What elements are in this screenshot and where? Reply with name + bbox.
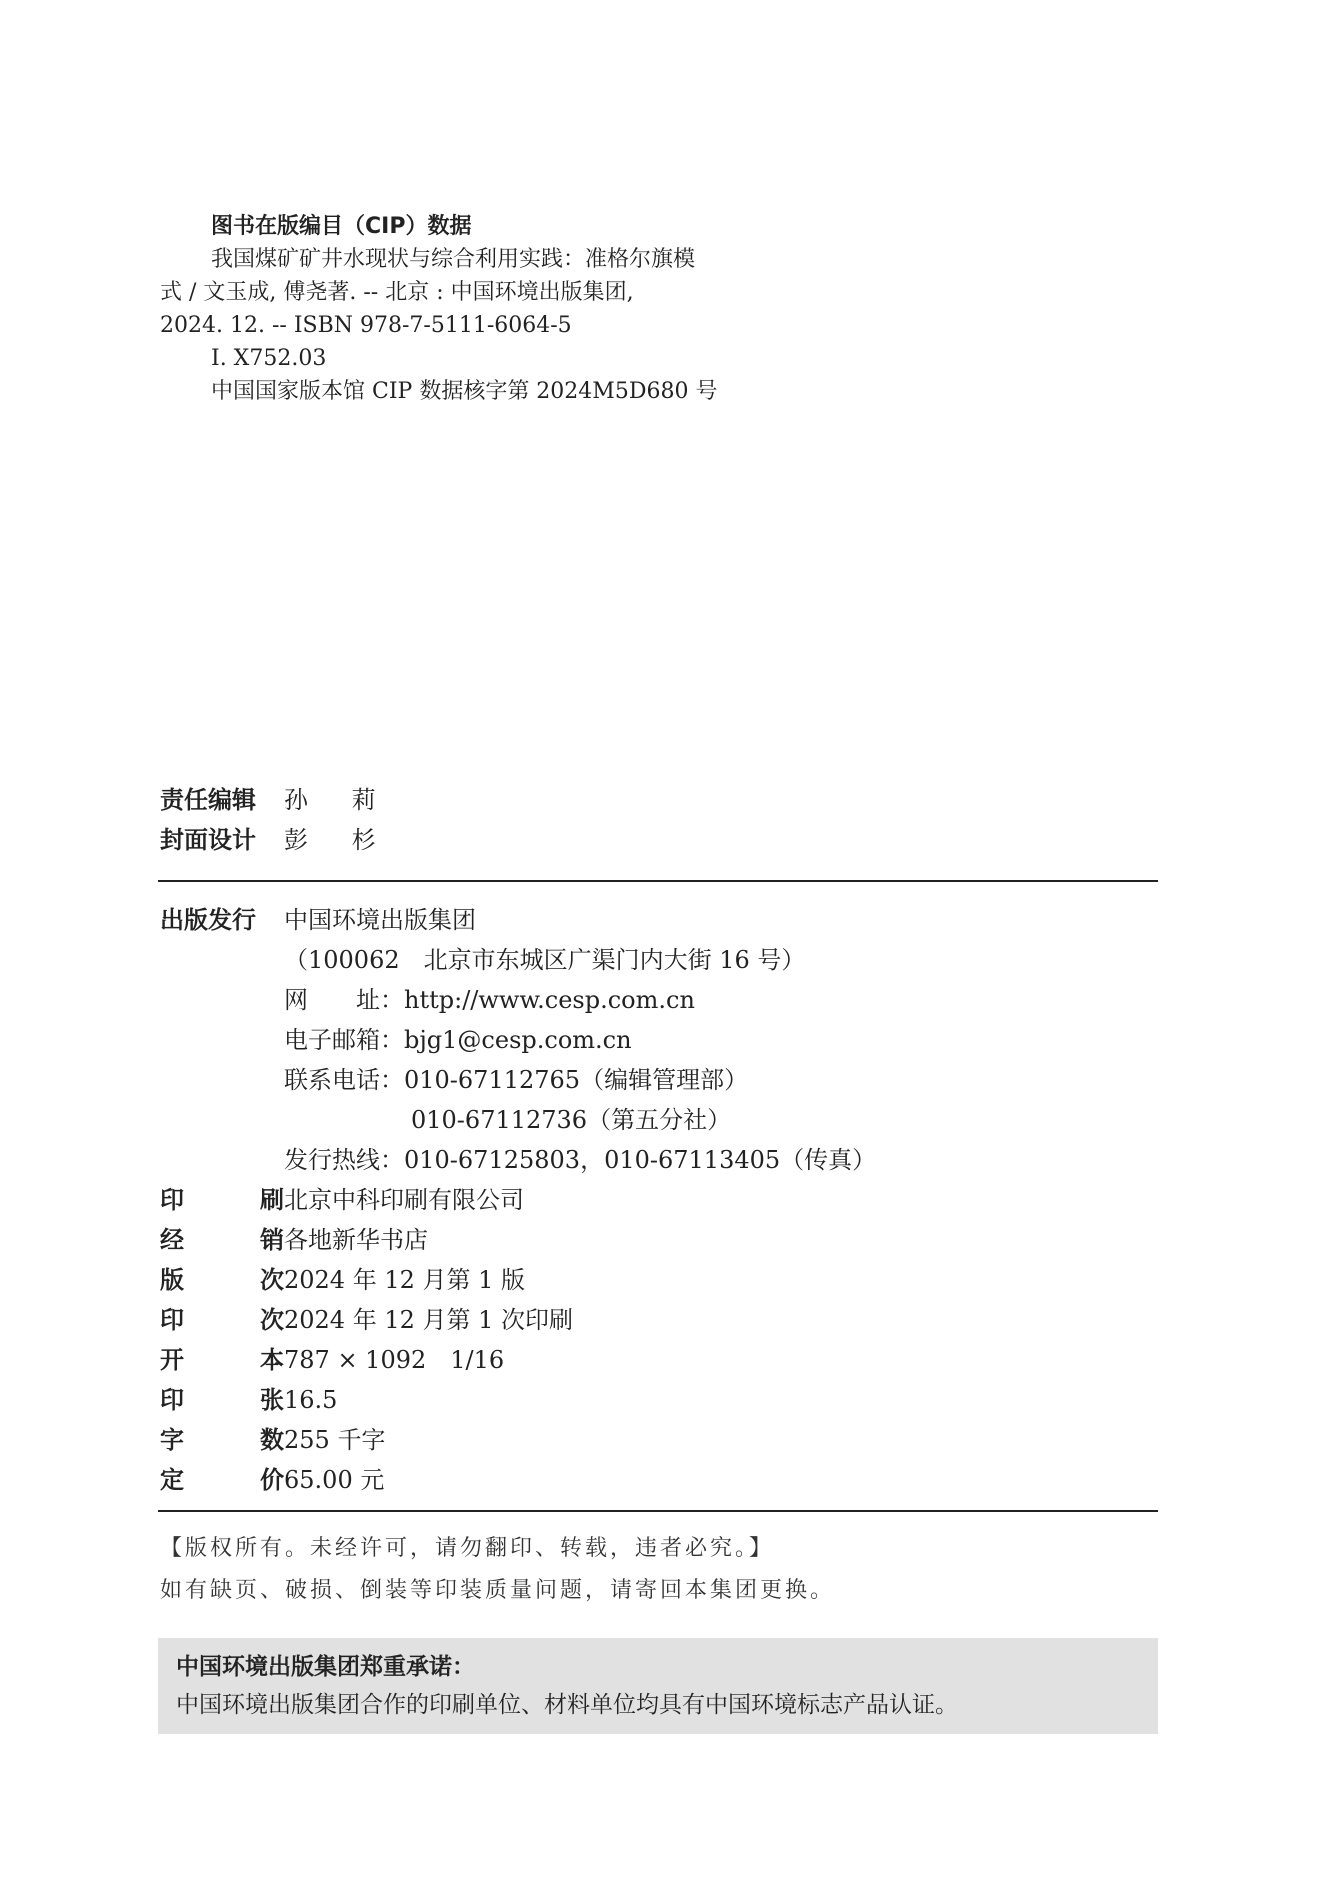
detail-label-char: 张 — [260, 1386, 284, 1414]
detail-row-printer — [160, 1180, 876, 1220]
commitment-text: 中国环境出版集团合作的印刷单位、材料单位均具有中国环境标志产品认证。 — [176, 1692, 958, 1718]
credit-value-editor: 孙 莉 — [284, 786, 394, 814]
detail-label-char: 价 — [260, 1466, 284, 1494]
detail-label-char: 印 — [160, 1186, 184, 1214]
detail-value: 2024 年 12 月第 1 次印刷 — [284, 1306, 574, 1334]
publisher-hotline: 发行热线：010-67125803，010-67113405（传真） — [284, 1146, 877, 1174]
detail-label-char: 销 — [260, 1226, 284, 1254]
publisher-name: 中国环境出版集团 — [284, 906, 476, 934]
credit-row — [160, 780, 394, 820]
detail-label-char: 数 — [260, 1426, 284, 1454]
detail-row-printing — [160, 1300, 876, 1340]
detail-label-char: 版 — [160, 1266, 184, 1294]
detail-row-edition — [160, 1260, 876, 1300]
commitment-heading: 中国环境出版集团郑重承诺： — [176, 1653, 475, 1680]
publisher-row — [160, 900, 876, 940]
detail-label-char: 本 — [260, 1346, 284, 1374]
publication-info — [160, 900, 876, 1500]
detail-value: 2024 年 12 月第 1 版 — [284, 1266, 526, 1294]
detail-label-char: 次 — [260, 1306, 284, 1334]
detail-row-format — [160, 1340, 876, 1380]
publisher-website: 网 址：http://www.cesp.com.cn — [284, 986, 695, 1014]
detail-row-distributor — [160, 1220, 876, 1260]
cip-line-3: 2024. 12. -- ISBN 978-7-5111-6064-5 — [160, 313, 572, 338]
cip-line-4: Ⅰ. X752.03 — [211, 346, 327, 371]
detail-value: 65.00 元 — [284, 1466, 385, 1494]
detail-value: 北京中科印刷有限公司 — [284, 1186, 524, 1214]
publisher-phone-2: 010-67112736（第五分社） — [411, 1106, 732, 1134]
detail-value: 各地新华书店 — [284, 1226, 428, 1254]
cip-line-5: 中国国家版本馆 CIP 数据核字第 2024M5D680 号 — [211, 379, 718, 404]
publisher-phone-1: 联系电话：010-67112765（编辑管理部） — [284, 1066, 749, 1094]
detail-label-char: 定 — [160, 1466, 184, 1494]
publisher-address: （100062 北京市东城区广渠门内大街 16 号） — [284, 946, 806, 974]
staff-credits — [160, 780, 394, 860]
detail-label-char: 字 — [160, 1426, 184, 1454]
cip-block — [160, 210, 800, 408]
credit-value-cover: 彭 杉 — [284, 826, 394, 854]
cip-line-1: 我国煤矿矿井水现状与综合利用实践：准格尔旗模 — [211, 247, 696, 272]
detail-value: 787 × 1092 1/16 — [284, 1346, 505, 1374]
rights-notice — [160, 1528, 835, 1612]
detail-row-sheets — [160, 1380, 876, 1420]
divider-top — [158, 880, 1158, 882]
credit-row — [160, 820, 394, 860]
commitment-box — [158, 1638, 1158, 1734]
detail-label-char: 开 — [160, 1346, 184, 1374]
publisher-label: 出版发行 — [160, 906, 256, 934]
divider-bottom — [158, 1510, 1158, 1512]
detail-label-char: 印 — [160, 1306, 184, 1334]
detail-value: 255 千字 — [284, 1426, 386, 1454]
detail-label-char: 经 — [160, 1226, 184, 1254]
credit-label-cover: 封面设计 — [160, 826, 256, 854]
detail-row-wordcount — [160, 1420, 876, 1460]
detail-value: 16.5 — [284, 1386, 338, 1414]
detail-label-char: 刷 — [260, 1186, 284, 1214]
detail-row-price — [160, 1460, 876, 1500]
detail-label-char: 次 — [260, 1266, 284, 1294]
cip-line-2: 式 / 文玉成, 傅尧著. -- 北京 : 中国环境出版集团, — [160, 280, 634, 305]
cip-title: 图书在版编目（CIP）数据 — [211, 214, 472, 239]
detail-label-char: 印 — [160, 1386, 184, 1414]
publisher-email: 电子邮箱：bjg1@cesp.com.cn — [284, 1026, 632, 1054]
copyright-line: 【版权所有。未经许可，请勿翻印、转载，违者必究。】 — [160, 1536, 775, 1561]
defect-notice: 如有缺页、破损、倒装等印装质量问题，请寄回本集团更换。 — [160, 1578, 836, 1603]
credit-label-editor: 责任编辑 — [160, 786, 256, 814]
